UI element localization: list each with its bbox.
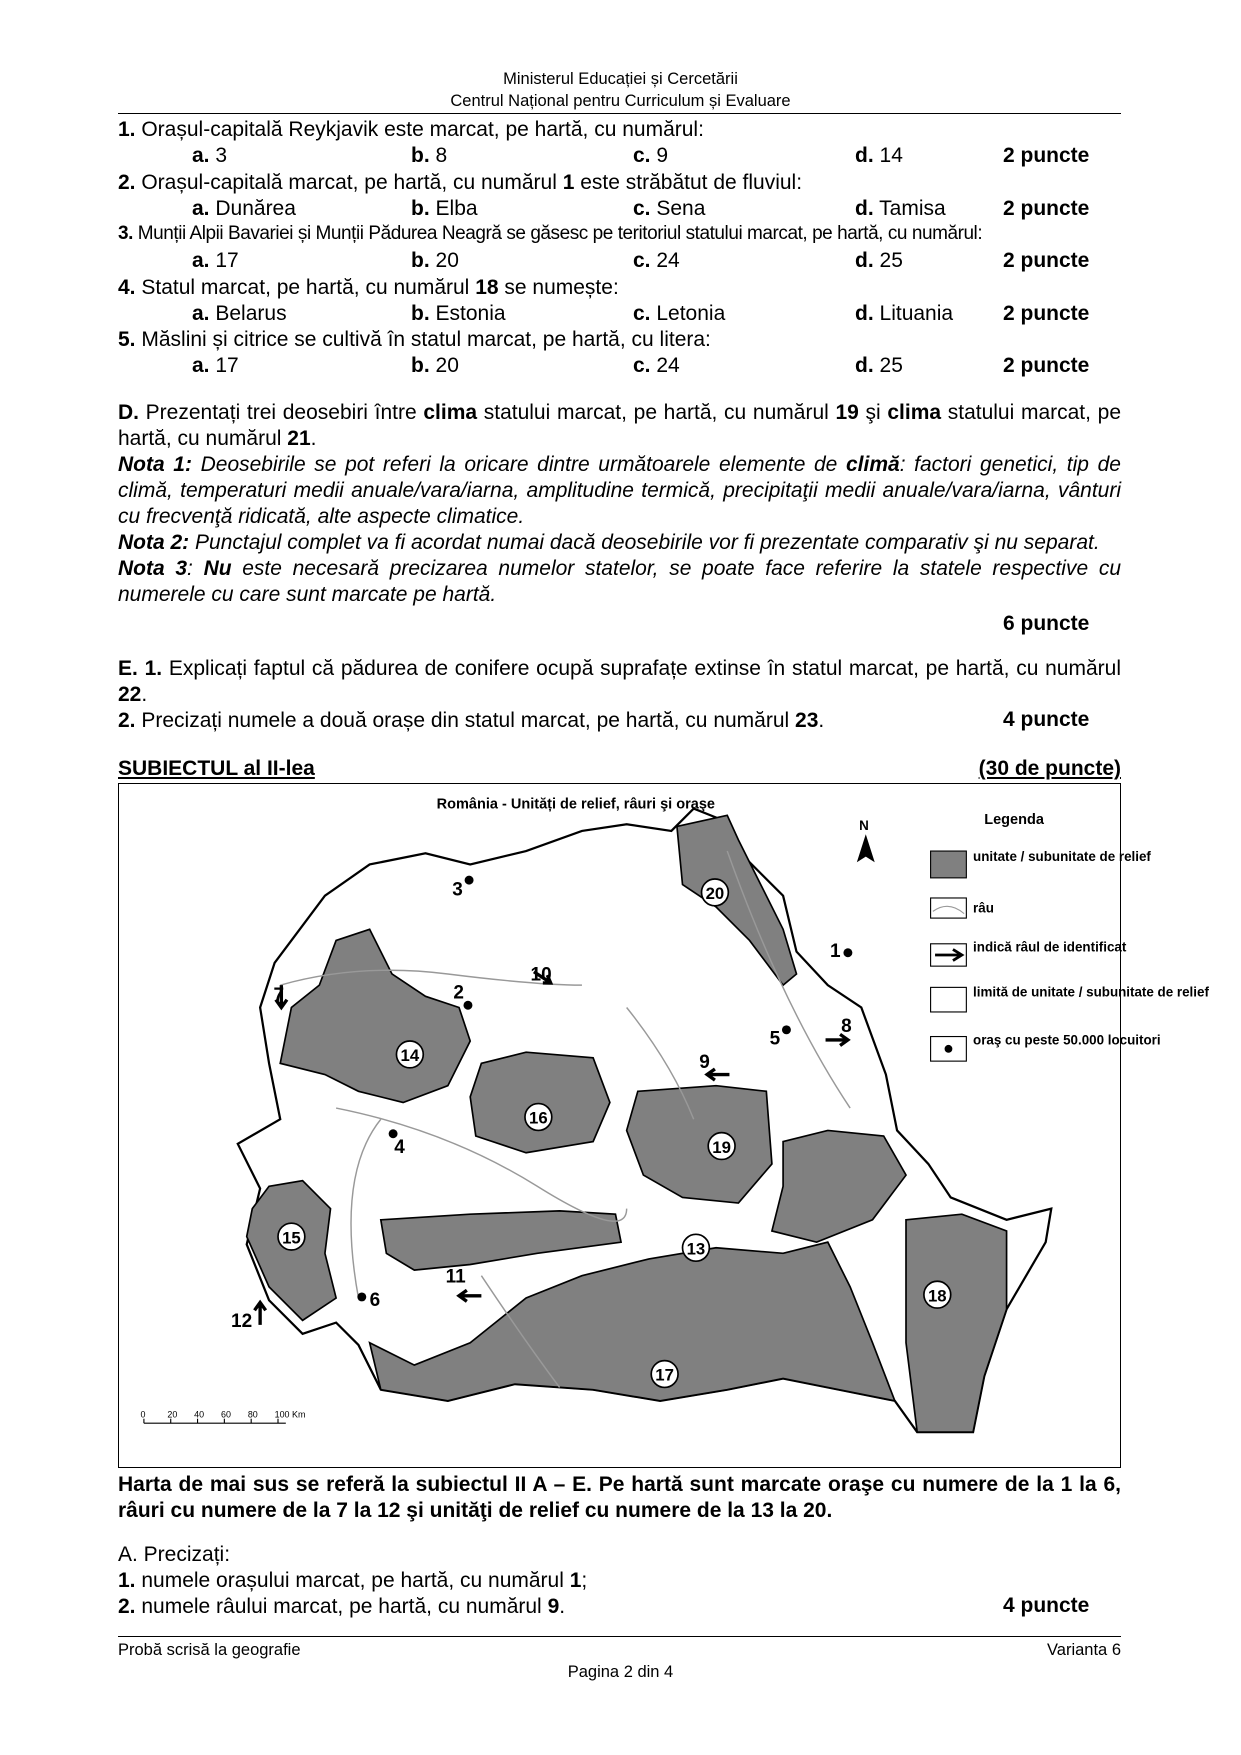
north-label: N — [859, 817, 869, 833]
map-caption: Harta de mai sus se referă la subiectul II A – E. Pe hartă sunt marcate oraşe cu numere de la 1 la 6, râuri cu numere de la 7 la 12 şi unităţi de relief cu numere de la 13 la 20. — [118, 1473, 1121, 1522]
section-a-points: 4 puncte — [1003, 1594, 1090, 1617]
section-d: D. Prezentați trei deosebiri între clima statului marcat, pe hartă, cu numărul 19 şi clima statului marcat, pe hartă, cu numărul 21. Nota 1: Deosebirile se pot referi la oricare dintre următoarele elemente de climă: factori genetici, tip de climă, temperaturi medii anuale/vara/iarna, amplitudine termică, precipitaţii medii anuale/vara/iarna, vânturi cu frecvenţă ridicată, alte aspecte climatice. Nota 2: Punctajul complet va fi acordat numai dacă deosebirile vor fi prezentate comparativ şi nu separat. Nota 3: Nu este necesară precizarea numelor statelor, se poate face referire la statele respective cu numerele cu care sunt marcate pe hartă. — [118, 401, 1122, 606]
question-2-option: a. Dunărea — [192, 196, 296, 220]
legend-river-swatch — [931, 898, 967, 918]
river-label-12: 12 — [231, 1311, 253, 1333]
relief-18 — [906, 1214, 1007, 1432]
city-label-2: 2 — [453, 982, 465, 1004]
relief-label-13: 13 — [686, 1239, 706, 1259]
city-label-3: 3 — [452, 879, 463, 901]
scale-tick-label: 40 — [194, 1409, 205, 1420]
river-label-10: 10 — [530, 964, 552, 986]
question-5-option: b. 20 — [411, 354, 459, 377]
question-1-option: c. 9 — [633, 144, 669, 167]
relief-label-16: 16 — [529, 1108, 548, 1128]
relief-label-20: 20 — [705, 884, 725, 904]
scale-tick-label: 20 — [167, 1409, 178, 1420]
question-2: 2. Orașul-capitală marcat, pe hartă, cu numărul 1 este străbătut de fluviul: — [118, 170, 803, 194]
scale-tick-label: 100 Km — [274, 1409, 306, 1420]
scale-tick-label: 80 — [247, 1409, 258, 1420]
header-ministry: Ministerul Educației și Cercetării — [503, 70, 738, 88]
question-4-option: b. Estonia — [411, 301, 506, 325]
river-label-7: 7 — [273, 984, 285, 1006]
city-dot — [465, 876, 474, 885]
city-label-1: 1 — [830, 941, 841, 963]
scale-tick-label: 60 — [221, 1409, 231, 1420]
question-3: 3. Munții Alpii Bavariei și Munții Pădurea Neagră se găsesc pe teritoriul statului marcat, pe hartă, cu numărul: — [118, 223, 983, 244]
question-2-points: 2 puncte — [1003, 196, 1090, 220]
question-3-points: 2 puncte — [1003, 249, 1090, 272]
city-dot — [357, 1292, 366, 1301]
river-label-8: 8 — [841, 1016, 852, 1038]
header-divider — [118, 113, 1121, 114]
romania-map — [118, 783, 1209, 1468]
footer-divider — [118, 1636, 1121, 1637]
question-2-option: d. Tamisa — [855, 196, 946, 220]
river-label-9: 9 — [699, 1051, 710, 1073]
question-4-option: c. Letonia — [633, 301, 726, 325]
question-4-option: a. Belarus — [192, 301, 287, 325]
section-a: A. Precizați: 1. numele orașului marcat, pe hartă, cu numărul 1; 2. numele râului marcat, pe hartă, cu numărul 9. — [118, 1543, 588, 1618]
question-5-option: c. 24 — [633, 354, 680, 377]
legend-arrow: indică râul de identificat — [973, 939, 1127, 955]
subject-2-points: (30 de puncte) — [978, 757, 1121, 780]
question-1-option: a. 3 — [192, 144, 228, 167]
north-arrow-icon — [857, 834, 875, 862]
question-4-points: 2 puncte — [1003, 301, 1090, 325]
section-d-points: 6 puncte — [1003, 612, 1090, 635]
city-dot — [463, 1001, 472, 1010]
question-4-option: d. Lituania — [855, 301, 954, 325]
footer-variant: Varianta 6 — [1047, 1641, 1121, 1659]
question-5: 5. Măslini și citrice se cultivă în statul marcat, pe hartă, cu litera: — [118, 328, 711, 351]
map-drawing — [119, 784, 1209, 1469]
question-5-points: 2 puncte — [1003, 354, 1090, 377]
river-arrow-icon — [255, 1302, 266, 1324]
city-label-5: 5 — [769, 1028, 781, 1050]
section-e: E. 1. Explicați faptul că pădurea de conifere ocupă suprafațe extinse în statul marcat, pe hartă, cu numărul 22. 2. Precizați numele a două orașe din statul marcat, pe hartă, cu numărul 23. — [118, 657, 1121, 732]
legend-relief-swatch — [931, 851, 967, 878]
question-1: 1. Orașul-capitală Reykjavik este marcat, pe hartă, cu numărul: — [118, 118, 704, 141]
relief-label-17: 17 — [655, 1365, 674, 1385]
section-e-points: 4 puncte — [1003, 708, 1090, 731]
question-1-option: b. 8 — [411, 144, 448, 167]
legend-relief: unitate / subunitate de relief — [973, 849, 1151, 865]
legend-boundary: limită de unitate / subunitate de relief — [973, 984, 1209, 1000]
relief-16 — [470, 1052, 610, 1153]
question-5-option: d. 25 — [855, 354, 903, 377]
question-3-option: b. 20 — [411, 249, 459, 272]
subject-2-title: SUBIECTUL al II-lea — [118, 757, 315, 780]
question-1-points: 2 puncte — [1003, 144, 1090, 167]
question-3-option: d. 25 — [855, 249, 903, 272]
city-dot — [843, 948, 852, 957]
footer-subject: Probă scrisă la geografie — [118, 1641, 301, 1659]
legend-city: oraş cu peste 50.000 locuitori — [973, 1032, 1161, 1048]
relief-label-19: 19 — [712, 1137, 731, 1157]
city-dot — [782, 1025, 791, 1034]
question-2-option: b. Elba — [411, 196, 478, 220]
relief-label-14: 14 — [400, 1046, 420, 1066]
legend-boundary-swatch — [931, 987, 967, 1012]
question-2-option: c. Sena — [633, 196, 706, 220]
city-label-6: 6 — [369, 1289, 381, 1311]
question-3-option: c. 24 — [633, 249, 680, 272]
question-3-option: a. 17 — [192, 249, 239, 272]
legend-title: Legenda — [984, 812, 1044, 829]
relief-label-15: 15 — [282, 1228, 301, 1248]
relief-label-18: 18 — [927, 1286, 947, 1306]
river-label-11: 11 — [445, 1266, 466, 1288]
scale-tick-label: 0 — [140, 1409, 146, 1420]
question-5-option: a. 17 — [192, 354, 239, 377]
question-1-option: d. 14 — [855, 144, 903, 167]
footer-page: Pagina 2 din 4 — [567, 1663, 674, 1681]
header-center: Centrul Național pentru Curriculum și Evaluare — [450, 92, 791, 110]
city-label-4: 4 — [394, 1136, 405, 1158]
legend-river: râu — [973, 900, 994, 916]
city-dot-icon — [945, 1045, 953, 1053]
question-4: 4. Statul marcat, pe hartă, cu numărul 18 se numește: — [118, 275, 619, 299]
map-title: România - Unități de relief, râuri şi oraşe — [436, 796, 715, 813]
